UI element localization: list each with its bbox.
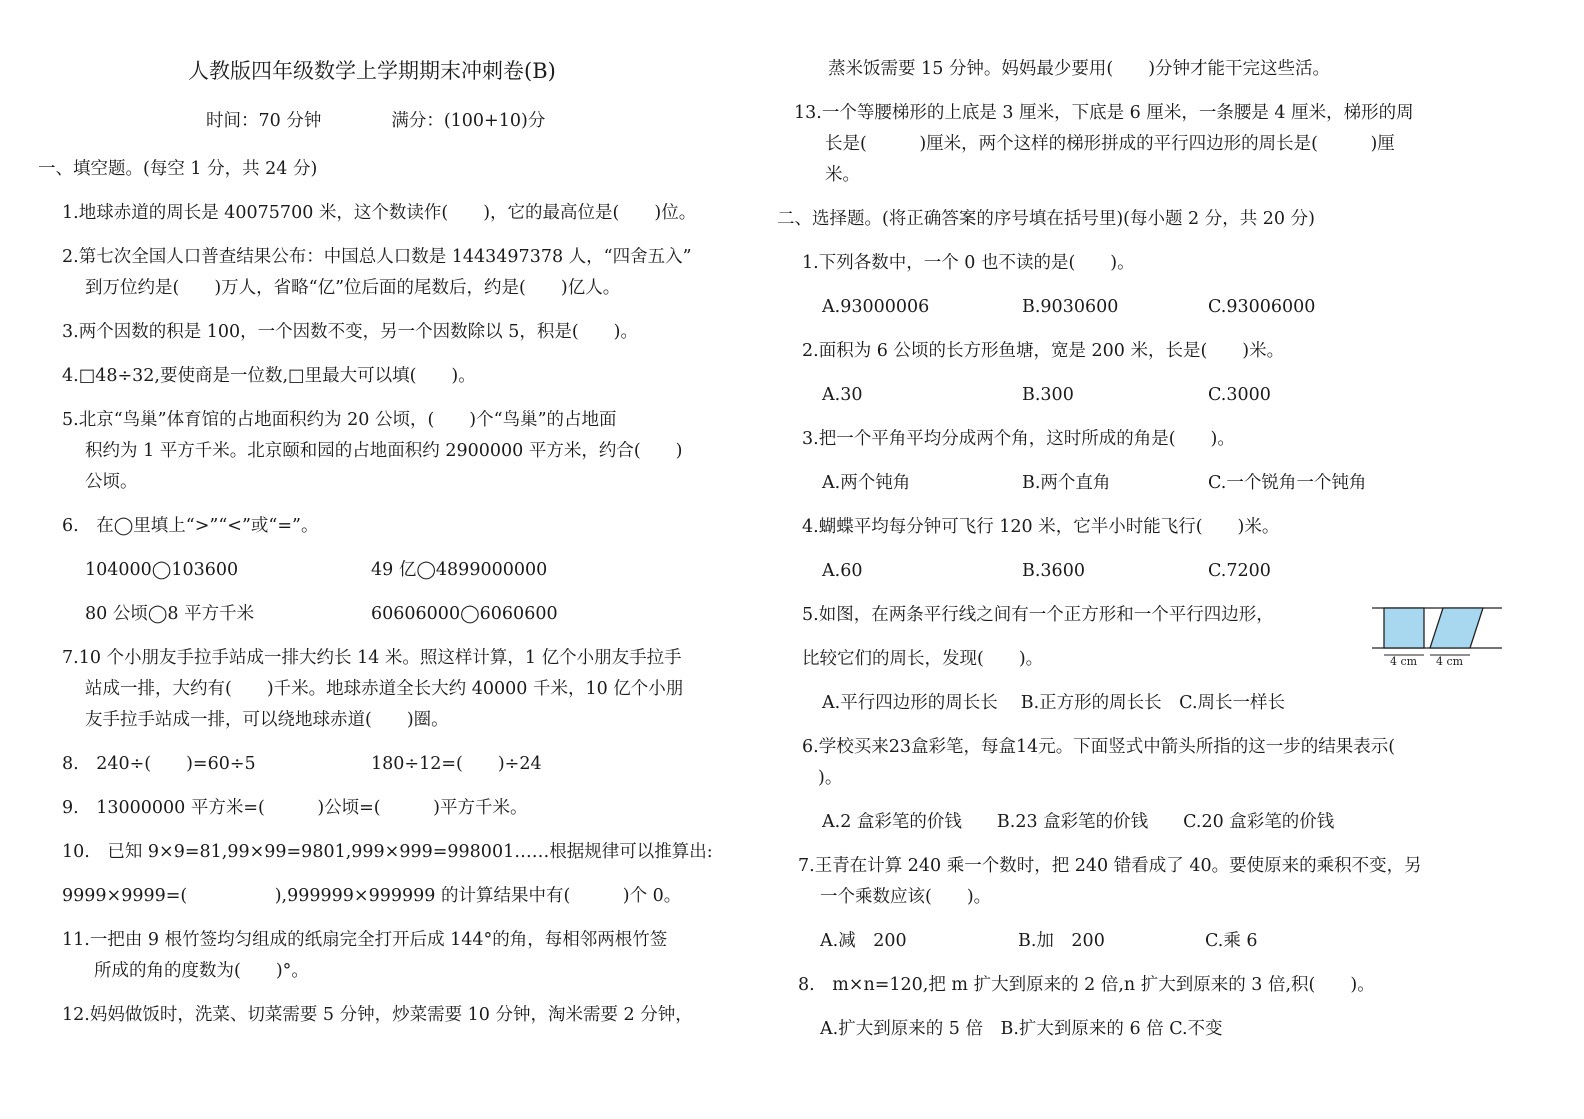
c3-B: B.两个直角	[1022, 473, 1111, 493]
square-side-label: 4 cm	[1390, 655, 1418, 668]
q7-a: 7.10 个小朋友手拉手站成一排大约长 14 米。照这样计算，1 亿个小朋友手拉手	[62, 648, 682, 668]
c1-C: C.93006000	[1208, 297, 1316, 317]
c2-C: C.3000	[1208, 385, 1271, 405]
sec2-heading: 二、选择题。(将正确答案的序号填在括号里)(每小题 2 分，共 20 分)	[777, 209, 1315, 229]
c6-opts: A.2 盒彩笔的价钱 B.23 盒彩笔的价钱 C.20 盒彩笔的价钱	[822, 812, 1335, 832]
q9: 9. 13000000 平方米=( )公顷=( )平方千米。	[62, 798, 528, 818]
q13-a: 13.一个等腰梯形的上底是 3 厘米，下底是 6 厘米，一条腰是 4 厘米，梯形的周	[794, 103, 1414, 123]
q11-a: 11.一把由 9 根竹签均匀组成的纸扇完全打开后成 144°的角，每相邻两根竹签	[62, 930, 668, 950]
q8a: 8. 240÷( )=60÷5	[62, 754, 256, 774]
sec1-heading: 一、填空题。(每空 1 分，共 24 分)	[38, 159, 318, 179]
q10-b: 9999×9999=( ),999999×999999 的计算结果中有( )个 0。	[62, 886, 682, 906]
parallel-lines-figure	[1372, 605, 1502, 671]
q7-c: 友手拉手站成一排，可以绕地球赤道( )圈。	[85, 710, 449, 730]
q12-b: 蒸米饭需要 15 分钟。妈妈最少要用( )分钟才能干完这些活。	[828, 59, 1331, 79]
c4-B: B.3600	[1022, 561, 1085, 581]
q13-c: 米。	[825, 165, 860, 185]
q3: 3.两个因数的积是 100，一个因数不变，另一个因数除以 5，积是( )。	[62, 322, 639, 342]
parallelogram-shape	[1430, 608, 1483, 648]
q2-b: 到万位约是( )万人，省略“亿”位后面的尾数后，约是( )亿人。	[85, 278, 621, 298]
q5-c: 公顷。	[85, 472, 138, 492]
c4-A: A.60	[822, 561, 863, 581]
c3-C: C.一个锐角一个钝角	[1208, 473, 1367, 493]
c8-opts: A.扩大到原来的 5 倍 B.扩大到原来的 6 倍 C.不变	[820, 1019, 1223, 1039]
q7-b: 站成一排，大约有( )千米。地球赤道全长大约 40000 千米，10 亿个小朋	[85, 679, 684, 699]
q6-r1b: 49 亿◯4899000000	[371, 560, 548, 580]
q8b: 180÷12=( )÷24	[371, 754, 542, 774]
q12-a: 12.妈妈做饭时，洗菜、切菜需要 5 分钟，炒菜需要 10 分钟，淘米需要 2 分钟，	[62, 1005, 693, 1025]
square-shape	[1384, 608, 1424, 648]
q4: 4.□48÷32,要使商是一位数,□里最大可以填( )。	[62, 366, 476, 386]
c7-C: C.乘 6	[1205, 931, 1258, 951]
c6-a: 6.学校买来23盒彩笔，每盒14元。下面竖式中箭头所指的这一步的结果表示(	[802, 737, 1396, 757]
q6: 6. 在◯里填上“>”“<”或“=”。	[62, 516, 319, 536]
c2-B: B.300	[1022, 385, 1074, 405]
q1: 1.地球赤道的周长是 40075700 米，这个数读作( )，它的最高位是( )位。	[62, 203, 697, 223]
c1-A: A.93000006	[822, 297, 930, 317]
c2-A: A.30	[822, 385, 863, 405]
c3-A: A.两个钝角	[822, 473, 911, 493]
q5-a: 5.北京“鸟巢”体育馆的占地面积约为 20 公顷，( )个“鸟巢”的占地面	[62, 410, 617, 430]
q6-r2a: 80 公顷◯8 平方千米	[85, 604, 255, 624]
time-line: 时间：70 分钟 满分：(100+10)分	[206, 111, 546, 131]
c7-b: 一个乘数应该( )。	[820, 887, 992, 907]
c7-B: B.加 200	[1018, 931, 1105, 951]
c8: 8. m×n=120,把 m 扩大到原来的 2 倍,n 扩大到原来的 3 倍,积( )。	[798, 975, 1375, 995]
q2-a: 2.第七次全国人口普查结果公布：中国总人口数是 1443497378 人，“四舍五入”	[62, 247, 692, 267]
c3: 3.把一个平角平均分成两个角，这时所成的角是( )。	[802, 429, 1235, 449]
c6-b: )。	[818, 768, 843, 788]
q11-b: 所成的角的度数为( )°。	[94, 961, 309, 981]
q6-r2b: 60606000◯6060600	[371, 604, 558, 624]
c1: 1.下列各数中，一个 0 也不读的是( )。	[802, 253, 1135, 273]
c4-C: C.7200	[1208, 561, 1271, 581]
c7-a: 7.王青在计算 240 乘一个数时，把 240 错看成了 40。要使原来的乘积不变，另	[798, 856, 1422, 876]
parallelogram-side-label: 4 cm	[1436, 655, 1464, 668]
c5-a: 5.如图，在两条平行线之间有一个正方形和一个平行四边形，	[802, 605, 1274, 625]
q6-r1a: 104000◯103600	[85, 560, 239, 580]
q10-a: 10. 已知 9×9=81,99×99=9801,999×999=998001……根据规律可以推算出:	[62, 842, 713, 862]
c4: 4.蝴蝶平均每分钟可飞行 120 米，它半小时能飞行( )米。	[802, 517, 1280, 537]
c5-b: 比较它们的周长，发现( )。	[802, 649, 1044, 669]
q13-b: 长是( )厘米，两个这样的梯形拼成的平行四边形的周长是( )厘	[825, 134, 1395, 154]
doc-title: 人教版四年级数学上学期期末冲刺卷(B)	[188, 59, 556, 83]
c1-B: B.9030600	[1022, 297, 1119, 317]
c2: 2.面积为 6 公顷的长方形鱼塘，宽是 200 米，长是( )米。	[802, 341, 1285, 361]
q5-b: 积约为 1 平方千米。北京颐和园的占地面积约 2900000 平方米，约合( )	[85, 441, 683, 461]
c7-A: A.减 200	[820, 931, 907, 951]
c5-opts: A.平行四边形的周长长 B.正方形的周长长 C.周长一样长	[822, 693, 1286, 713]
